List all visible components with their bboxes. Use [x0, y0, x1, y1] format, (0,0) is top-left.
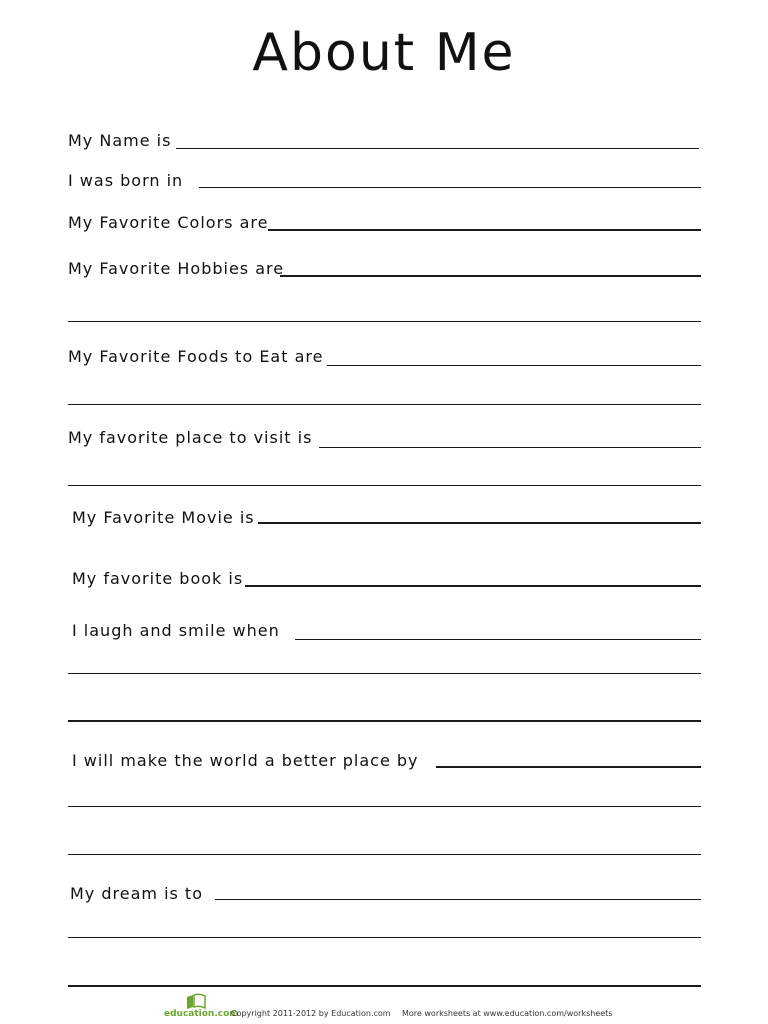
answer-line-born[interactable]	[199, 187, 701, 188]
answer-line-book[interactable]	[245, 585, 701, 587]
worksheet-title: About Me	[252, 23, 516, 83]
prompt-name: My Name is	[68, 131, 172, 150]
answer-line-world[interactable]	[436, 766, 701, 768]
answer-line-place[interactable]	[319, 447, 701, 448]
logo-text: education.com	[164, 1009, 239, 1019]
prompt-foods: My Favorite Foods to Eat are	[68, 347, 324, 366]
answer-line-world-3[interactable]	[68, 854, 701, 855]
prompt-book: My favorite book is	[72, 569, 244, 588]
answer-line-laugh-2[interactable]	[68, 673, 701, 674]
prompt-world: I will make the world a better place by	[72, 751, 419, 770]
answer-line-name[interactable]	[176, 148, 699, 149]
prompt-movie: My Favorite Movie is	[72, 508, 255, 527]
footer	[0, 1003, 768, 1023]
answer-line-foods-2[interactable]	[68, 404, 701, 405]
answer-line-dream[interactable]	[215, 899, 701, 900]
copyright-text: Copyright 2011-2012 by Education.com	[231, 1009, 391, 1018]
education-logo[interactable]	[164, 1003, 239, 1023]
prompt-hobbies: My Favorite Hobbies are	[68, 259, 285, 278]
answer-line-hobbies-2[interactable]	[68, 321, 701, 322]
answer-line-world-2[interactable]	[68, 806, 701, 807]
answer-line-laugh-3[interactable]	[68, 720, 701, 722]
prompt-born: I was born in	[68, 171, 184, 190]
answer-line-laugh[interactable]	[295, 639, 701, 640]
more-worksheets-link[interactable]: More worksheets at www.education.com/worksheets	[402, 1009, 613, 1018]
prompt-place: My favorite place to visit is	[68, 428, 313, 447]
answer-line-dream-2[interactable]	[68, 937, 701, 938]
prompt-dream: My dream is to	[70, 884, 203, 903]
answer-line-foods[interactable]	[327, 365, 701, 366]
answer-line-movie[interactable]	[258, 522, 701, 524]
answer-line-hobbies[interactable]	[280, 275, 701, 277]
answer-line-colors[interactable]	[268, 229, 701, 231]
answer-line-dream-3[interactable]	[68, 985, 701, 987]
prompt-colors: My Favorite Colors are	[68, 213, 269, 232]
prompt-laugh: I laugh and smile when	[72, 621, 280, 640]
answer-line-place-2[interactable]	[68, 485, 701, 486]
